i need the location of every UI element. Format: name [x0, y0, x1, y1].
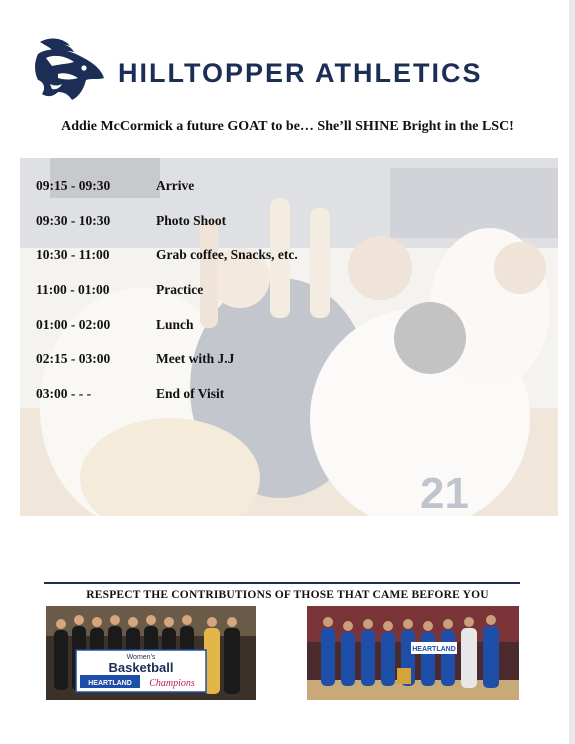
schedule-activity: Grab coffee, Snacks, etc. — [156, 247, 298, 263]
goat-logo-icon — [28, 34, 108, 104]
schedule-time: 09:15 - 09:30 — [36, 178, 111, 193]
schedule-time: 01:00 - 02:00 — [36, 316, 111, 332]
schedule-time: 11:00 - 01:00 — [36, 282, 110, 298]
schedule-activity: Practice — [156, 282, 204, 298]
header — [22, 32, 532, 110]
banner-word: Champions — [149, 678, 195, 689]
schedule-activity: Meet with J.J — [156, 351, 235, 367]
schedule-time: 02:15 - 03:00 — [36, 351, 111, 367]
champions-photo-left — [46, 606, 256, 700]
page-title: HILLTOPPER ATHLETICS — [118, 58, 483, 88]
schedule-time: 03:00 - - - — [36, 386, 92, 402]
schedule-activity: End of Visit — [156, 386, 225, 402]
banner-line-2: Basketball — [108, 660, 174, 675]
schedule-activity: Lunch — [156, 316, 194, 332]
divider — [44, 582, 520, 584]
banner-brand: HEARTLAND — [88, 680, 132, 687]
team-huddle-photo — [20, 158, 558, 516]
schedule-time: 09:30 - 10:30 — [36, 212, 111, 228]
schedule-activity: Photo Shoot — [156, 212, 227, 228]
champions-photo-right — [307, 606, 519, 700]
banner-brand: HEARTLAND — [412, 646, 456, 653]
tagline: Addie McCormick a future GOAT to be… She’ll SHINE Bright in the LSC! — [61, 119, 514, 134]
respect-heading: RESPECT THE CONTRIBUTIONS OF THOSE THAT CAME BEFORE YOU — [86, 589, 489, 601]
schedule-time: 10:30 - 11:00 — [36, 247, 110, 263]
schedule-activity: Arrive — [156, 178, 195, 193]
banner-line-1: Women's — [126, 654, 156, 661]
